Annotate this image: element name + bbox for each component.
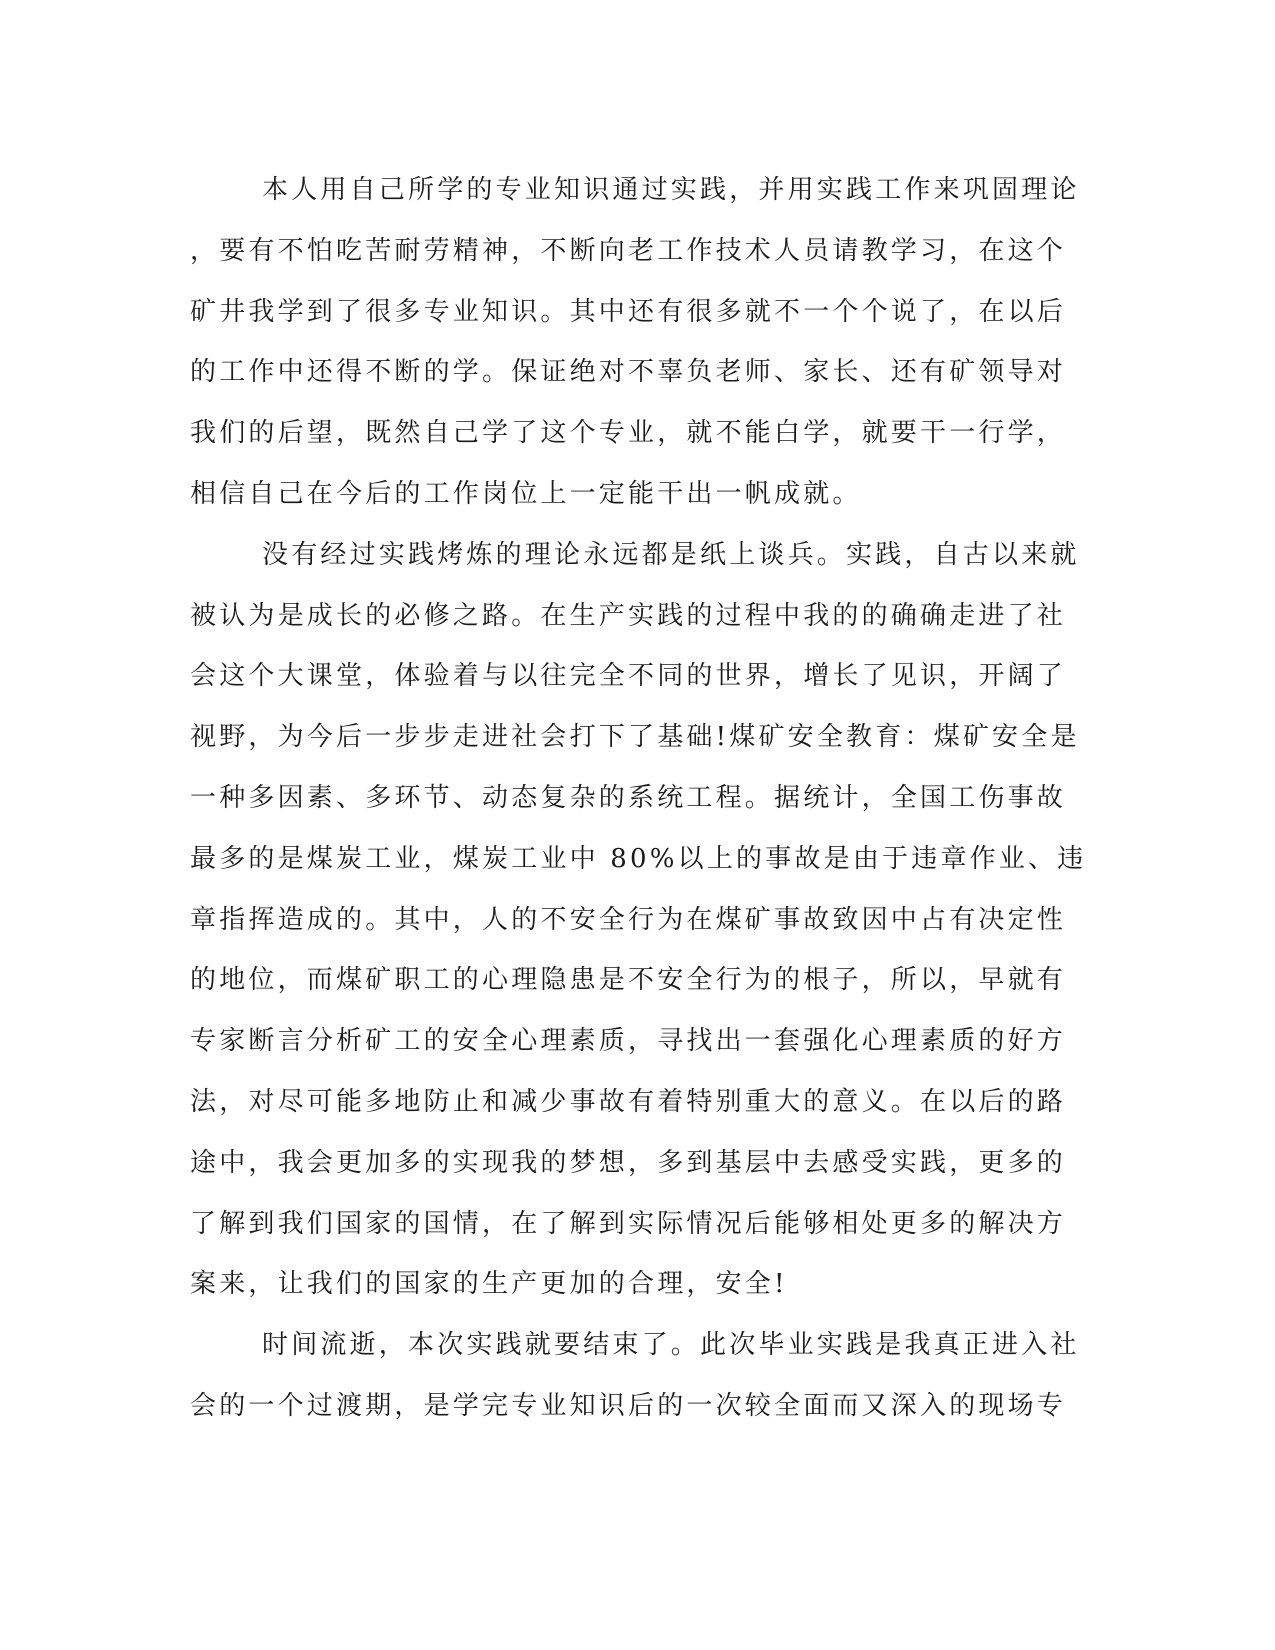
paragraph-2-line: 的地位，而煤矿职工的心理隐患是不安全行为的根子，所以，早就有 <box>190 965 1067 996</box>
paragraph-1-line: ，要有不怕吃苦耐劳精神，不断向老工作技术人员请教学习，在这个 <box>190 235 1067 266</box>
paragraph-2-line: 最多的是煤炭工业，煤炭工业中 80%以上的事故是由于违章作业、违 <box>190 843 1087 874</box>
paragraph-3-line: 会的一个过渡期，是学完专业知识后的一次较全面而又深入的现场专 <box>190 1390 1067 1421</box>
paragraph-1-line: 本人用自己所学的专业知识通过实践，并用实践工作来巩固理论 <box>262 175 1080 205</box>
paragraph-2-line: 途中，我会更加多的实现我的梦想，多到基层中去感受实践，更多的 <box>190 1147 1067 1178</box>
paragraph-2-line: 章指挥造成的。其中，人的不安全行为在煤矿事故致因中占有决定性 <box>190 904 1067 935</box>
paragraph-1-line: 矿井我学到了很多专业知识。其中还有很多就不一个个说了，在以后 <box>190 296 1067 327</box>
paragraph-2-line: 视野，为今后一步步走进社会打下了基础!煤矿安全教育：煤矿安全是 <box>190 722 1080 753</box>
paragraph-1-line: 相信自己在今后的工作岗位上一定能干出一帆成就。 <box>190 478 862 509</box>
paragraph-2-line: 一种多因素、多环节、动态复杂的系统工程。据统计，全国工伤事故 <box>190 782 1067 813</box>
paragraph-1-line: 我们的后望，既然自己学了这个专业，就不能白学，就要干一行学， <box>190 418 1067 449</box>
paragraph-2-line: 被认为是成长的必修之路。在生产实践的过程中我的的确确走进了社 <box>190 600 1067 631</box>
paragraph-2-line: 专家断言分析矿工的安全心理素质，寻找出一套强化心理素质的好方 <box>190 1026 1067 1057</box>
paragraph-3-line: 时间流逝，本次实践就要结束了。此次毕业实践是我真正进入社 <box>262 1330 1080 1361</box>
paragraph-2-line: 没有经过实践烤炼的理论永远都是纸上谈兵。实践，自古以来就 <box>262 539 1080 570</box>
paragraph-2-line: 了解到我们国家的国情，在了解到实际情况后能够相处更多的解决方 <box>190 1208 1067 1239</box>
document-body <box>190 160 1090 1437</box>
paragraph-1-line: 的工作中还得不断的学。保证绝对不辜负老师、家长、还有矿领导对 <box>190 357 1067 388</box>
paragraph-2-line: 法，对尽可能多地防止和减少事故有着特别重大的意义。在以后的路 <box>190 1086 1067 1117</box>
paragraph-2-line: 案来，让我们的国家的生产更加的合理，安全! <box>190 1269 788 1300</box>
paragraph-2-line: 会这个大课堂，体验着与以往完全不同的世界，增长了见识，开阔了 <box>190 661 1067 692</box>
